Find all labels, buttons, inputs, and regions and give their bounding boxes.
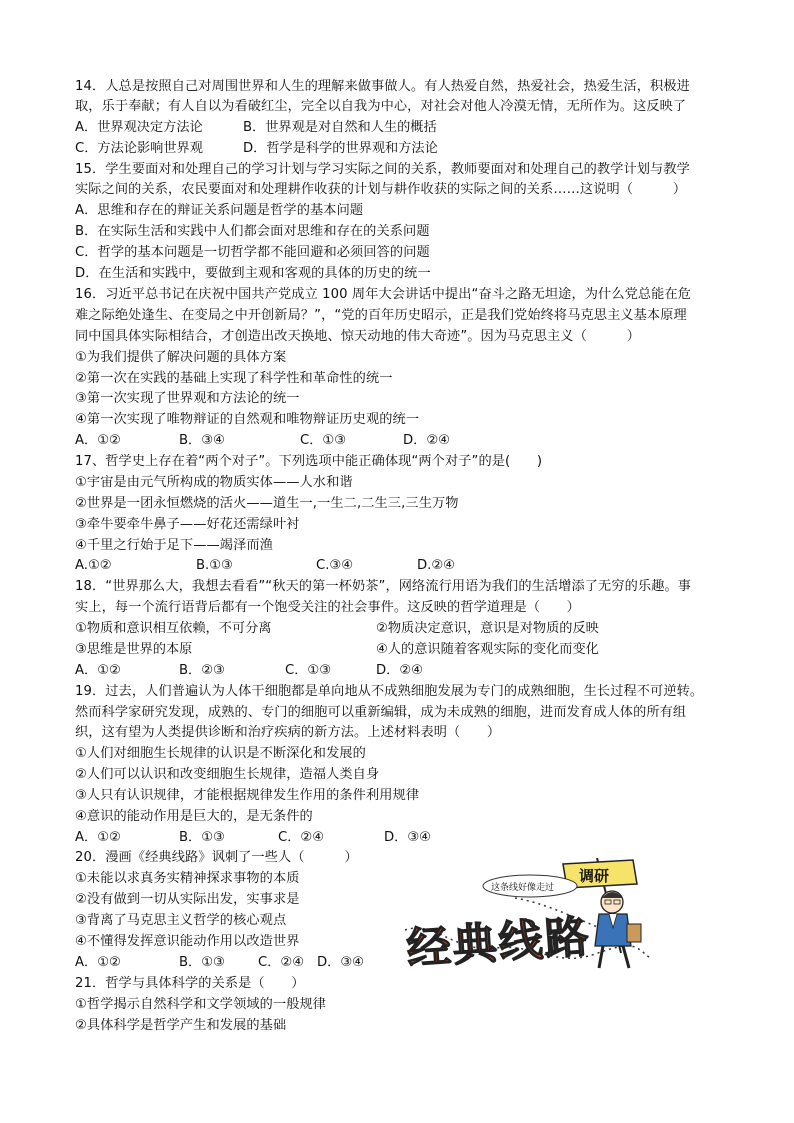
q20-item-3: ③背离了马克思主义哲学的核心观点 (75, 913, 287, 928)
q16-item-2: ②第一次在实践的基础上实现了科学性和革命性的统一 (75, 371, 393, 386)
cartoon-title (405, 911, 592, 975)
classic-route-cartoon (395, 858, 657, 983)
q16-item-4: ④第一次实现了唯物辩证的自然观和唯物辩证历史观的统一 (75, 412, 420, 427)
q20-option-d: D．③④ (317, 955, 364, 970)
q14-stem-line-1: 14．人总是按照自己对周围世界和人生的理解来做事做人。有人热爱自然，热爱社会，热爱生活，积极进 (75, 79, 690, 94)
q15-stem-line-1: 15．学生要面对和处理自己的学习计划与学习实际之间的关系，教师要面对和处理自己的教学计划与教学 (75, 162, 690, 177)
q19-item-1: ①人们对细胞生长规律的认识是不断深化和发展的 (75, 746, 366, 761)
q17-item-1: ①宇宙是由元气所构成的物质实体——人水和谐 (75, 475, 353, 490)
q15-option-c: C．哲学的基本问题是一切哲学都不能回避和必须回答的问题 (75, 245, 430, 260)
speech-text: 这条线好像走过 (491, 883, 555, 893)
q19-item-3: ③人只有认识规律，才能根据规律发生作用的条件利用规律 (75, 788, 420, 803)
q18-stem-line-2: 实上，每一个流行语背后都有一个饱受关注的社会事件。这反映的哲学道理是（ ） (75, 600, 580, 615)
q21-stem: 21．哲学与具体科学的关系是（ ） (75, 976, 305, 991)
q16-stem-line-2: 难之际绝处逢生、在变局之中开创新局？”，“党的百年历史昭示，正是我们党始终将马克思主义基本原理 (75, 308, 687, 323)
q14-stem-line-2: 取，乐于奉献；有人自以为看破红尘，完全以自我为中心，对社会对他人冷漠无情，无所作为。这反映了 (75, 99, 687, 114)
q14-option-b: B．世界观是对自然和人生的概括 (243, 120, 437, 135)
q19-stem-line-1: 19．过去，人们普遍认为人体干细胞都是单向地从不成熟细胞发展为专门的成熟细胞，生长过程不可逆转。 (75, 684, 704, 699)
q20-item-1: ①未能以求真务实精神探求事物的本质 (75, 871, 300, 886)
flag-text: 调研 (579, 867, 610, 885)
q20-option-b: B．①③ (179, 955, 225, 970)
q15-stem-line-2: 实际之间的关系，农民要面对和处理耕作收获的计划与耕作收获的实际之间的关系……这说明（ ） (75, 182, 687, 197)
q18-item-3: ③思维是世界的本原 (75, 642, 193, 657)
q17-item-4: ④千里之行始于足下——竭泽而渔 (75, 538, 273, 553)
briefcase-icon (627, 924, 641, 942)
q16-stem-line-1: 16．习近平总书记在庆祝中国共产党成立 100 周年大会讲话中提出“奋斗之路无坦途，为什么党总能在危 (75, 287, 692, 302)
q18-option-c: C．①③ (285, 663, 332, 678)
q17-stem: 17、哲学史上存在着“两个对子”。下列选项中能正确体现“两个对子”的是( ) (75, 454, 543, 469)
cartoon-title-text: 经典线路 (405, 911, 593, 976)
q19-option-a: A．①② (75, 830, 121, 845)
q17-item-3: ③牵牛要牵牛鼻子——好花还需绿叶衬 (75, 517, 300, 532)
q17-item-2: ②世界是一团永恒燃烧的活火——道生一,一生二,二生三,三生万物 (75, 496, 459, 511)
q18-item-2: ②物质决定意识，意识是对物质的反映 (376, 621, 599, 636)
q16-stem-line-3: 同中国具体实际相结合，才创造出改天换地、惊天动地的伟大奇迹”。因为马克思主义（ ） (75, 329, 641, 344)
q15-option-d: D．在生活和实践中，要做到主观和客观的具体的历史的统一 (75, 266, 431, 281)
q18-item-1: ①物质和意识相互依赖，不可分离 (75, 621, 272, 636)
q17-option-a: A.①② (75, 558, 112, 573)
q19-stem-line-3: 织，这有望为人类提供诊断和治疗疾病的新方法。上述材料表明（ ） (75, 725, 501, 740)
q21-item-1: ①哲学揭示自然科学和文学领域的一般规律 (75, 997, 327, 1012)
q16-option-b: B．③④ (179, 433, 225, 448)
q20-option-c: C．②④ (258, 955, 305, 970)
q15-option-b: B．在实际生活和实践中人们都会面对思维和存在的关系问题 (75, 224, 430, 239)
q18-option-a: A．①② (75, 663, 121, 678)
q19-stem-line-2: 然而科学家研究发现，成熟的、专门的细胞可以重新编辑，成为未成熟的细胞，进而发育成人体的所有组 (75, 705, 687, 720)
q19-option-c: C．②④ (278, 830, 325, 845)
q18-option-b: B．②③ (179, 663, 225, 678)
q16-item-3: ③第一次实现了世界观和方法论的统一 (75, 391, 300, 406)
q18-item-4: ④人的意识随着客观实际的变化而变化 (376, 642, 599, 657)
q19-item-4: ④意识的能动作用是巨大的，是无条件的 (75, 809, 313, 824)
q14-option-c: C．方法论影响世界观 (75, 141, 203, 156)
q17-option-d: D.②④ (417, 558, 455, 573)
q20-option-a: A．①② (75, 955, 121, 970)
q16-item-1: ①为我们提供了解决问题的具体方案 (75, 350, 287, 365)
q17-option-c: C.③④ (316, 558, 354, 573)
q21-item-2: ②具体科学是哲学产生和发展的基础 (75, 1018, 287, 1033)
q15-option-a: A．思维和存在的辩证关系问题是哲学的基本问题 (75, 203, 364, 218)
q18-stem-line-1: 18．“世界那么大，我想去看看”“秋天的第一杯奶茶”，网络流行用语为我们的生活增添了无穷的乐趣。事 (75, 579, 692, 594)
q16-option-a: A．①② (75, 433, 121, 448)
q14-option-a: A．世界观决定方法论 (75, 120, 203, 135)
q14-option-d: D．哲学是科学的世界观和方法论 (243, 141, 438, 156)
q17-option-b: B.①③ (196, 558, 233, 573)
q16-option-d: D．②④ (403, 433, 450, 448)
q20-stem: 20．漫画《经典线路》讽刺了一些人（ ） (75, 850, 358, 865)
cartoon-drawing (395, 858, 657, 983)
q20-item-2: ②没有做到一切从实际出发，实事求是 (75, 892, 300, 907)
q20-item-4: ④不懂得发挥意识能动作用以改造世界 (75, 934, 300, 949)
q18-option-d: D．②④ (376, 663, 423, 678)
q19-option-d: D．③④ (384, 830, 431, 845)
q19-item-2: ②人们可以认识和改变细胞生长规律，造福人类自身 (75, 767, 380, 782)
q19-option-b: B．①③ (179, 830, 225, 845)
q16-option-c: C．①③ (300, 433, 347, 448)
